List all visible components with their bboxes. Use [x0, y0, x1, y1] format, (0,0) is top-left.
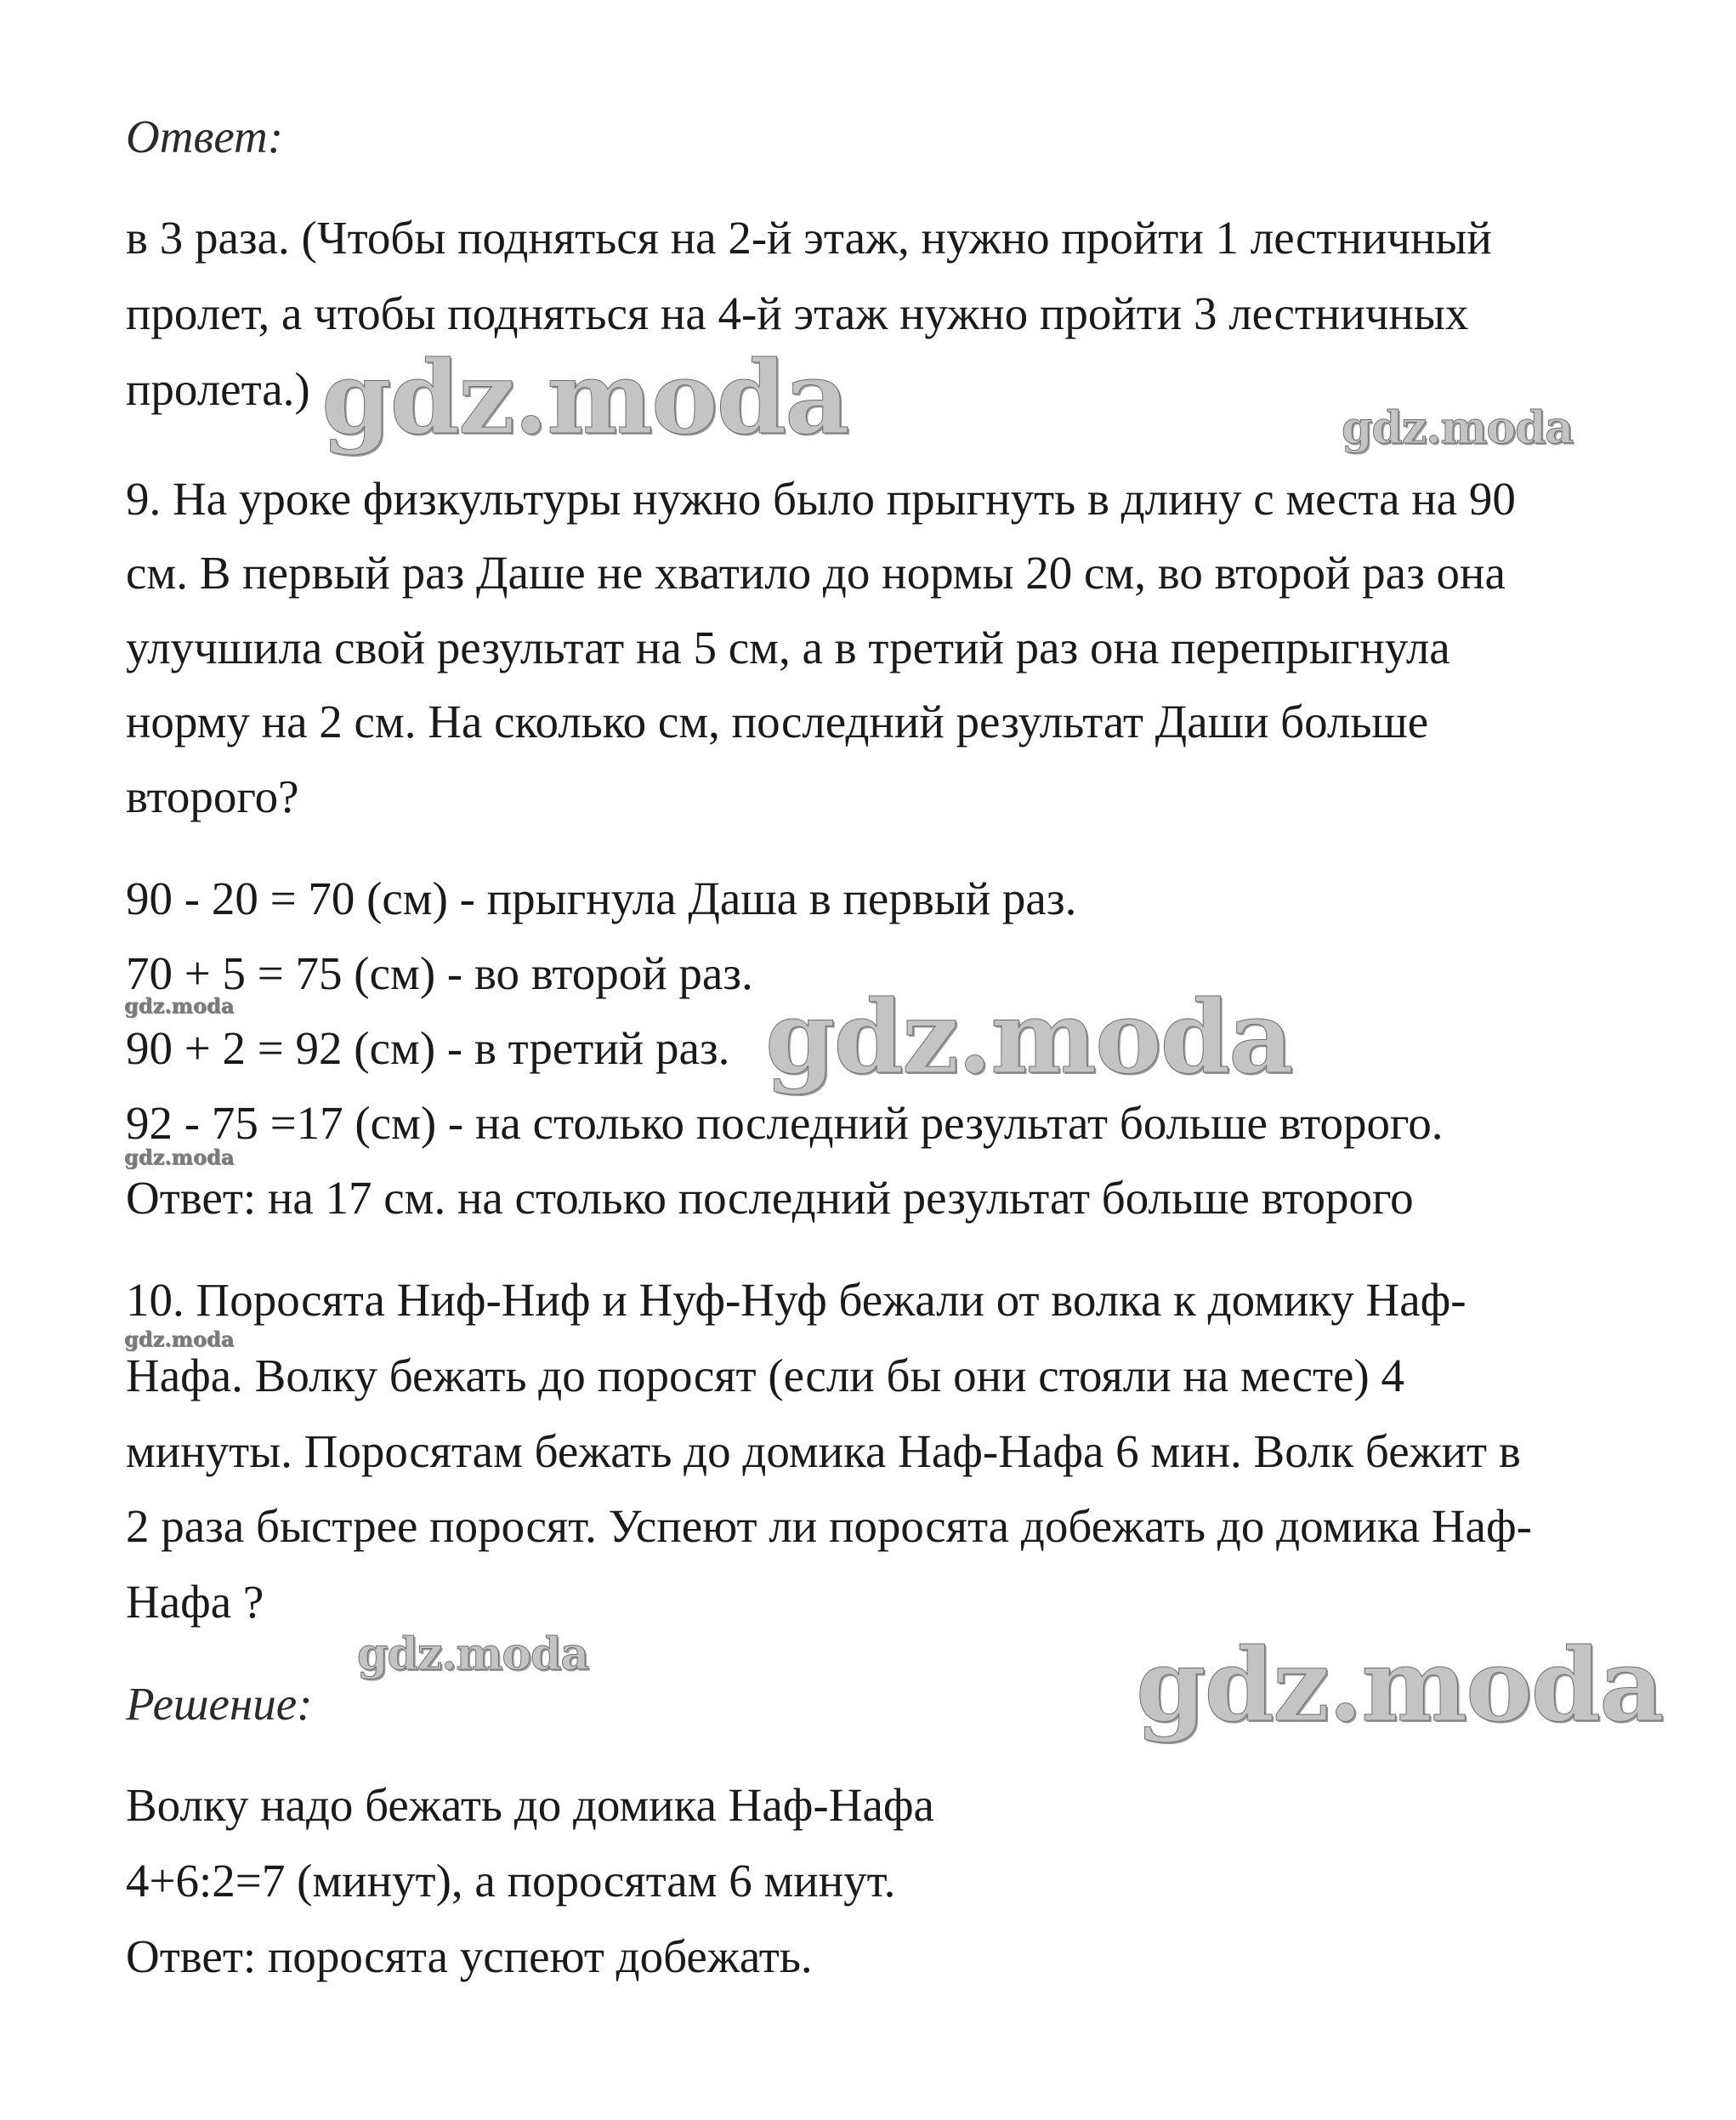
- problem-10-solution-line: 4+6:2=7 (минут), а поросятам 6 минут.: [126, 1855, 896, 1907]
- watermark-logo: gdz.moda: [1342, 402, 1574, 454]
- solution-heading: Решение:: [126, 1678, 313, 1730]
- problem-9-line: второго?: [126, 770, 299, 822]
- watermark-logo: gdz.moda: [321, 338, 848, 457]
- watermark-logo: gdz.moda: [1136, 1626, 1663, 1744]
- watermark-logo: gdz.moda: [357, 1628, 589, 1680]
- answer-line: в 3 раза. (Чтобы подняться на 2-й этаж, нужно пройти 1 лестничный: [126, 212, 1492, 264]
- problem-9-solution-line: 92 - 75 =17 (см) - на столько последний результат больше второго.: [126, 1097, 1444, 1149]
- problem-9-line: улучшила свой результат на 5 см, а в третий раз она перепрыгнула: [126, 622, 1450, 674]
- problem-9-solution-line: 90 + 2 = 92 (см) - в третий раз.: [126, 1022, 730, 1074]
- problem-10-line: минуты. Поросятам бежать до домика Наф-Нафа 6 мин. Волк бежит в: [126, 1425, 1521, 1477]
- problem-9-line: см. В первый раз Даше не хватило до нормы 20 см, во второй раз она: [126, 547, 1506, 599]
- watermark-logo: gdz.moda: [124, 1145, 235, 1169]
- problem-9-line: норму на 2 см. На сколько см, последний результат Даши больше: [126, 696, 1429, 747]
- answer-line: пролет, а чтобы подняться на 4-й этаж нужно пройти 3 лестничных: [126, 287, 1469, 339]
- watermark-logo: gdz.moda: [124, 993, 235, 1018]
- watermark-logo: gdz.moda: [124, 1327, 235, 1351]
- problem-10-solution-line: Волку надо бежать до домика Наф-Нафа: [126, 1779, 934, 1831]
- problem-9-solution-line: 90 - 20 = 70 (см) - прыгнула Даша в первый раз.: [126, 872, 1077, 924]
- problem-10-line: Нафа. Волку бежать до поросят (если бы они стояли на месте) 4: [126, 1350, 1404, 1401]
- problem-9-answer: Ответ: на 17 см. на столько последний результат больше второго: [126, 1172, 1414, 1224]
- problem-10-line: Нафа ?: [126, 1576, 264, 1628]
- problem-10-line: 10. Поросята Ниф-Ниф и Нуф-Нуф бежали от волка к домику Наф-: [126, 1274, 1467, 1326]
- answer-heading: Ответ:: [126, 111, 284, 162]
- problem-10-line: 2 раза быстрее поросят. Успеют ли поросята добежать до домика Наф-: [126, 1500, 1532, 1552]
- problem-9-solution-line: 70 + 5 = 75 (см) - во второй раз.: [126, 947, 753, 999]
- watermark-logo: gdz.moda: [765, 978, 1292, 1096]
- problem-10-answer: Ответ: поросята успеют добежать.: [126, 1930, 813, 1982]
- problem-9-line: 9. На уроке физкультуры нужно было прыгнуть в длину с места на 90: [126, 473, 1516, 525]
- answer-line: пролета.): [126, 363, 310, 415]
